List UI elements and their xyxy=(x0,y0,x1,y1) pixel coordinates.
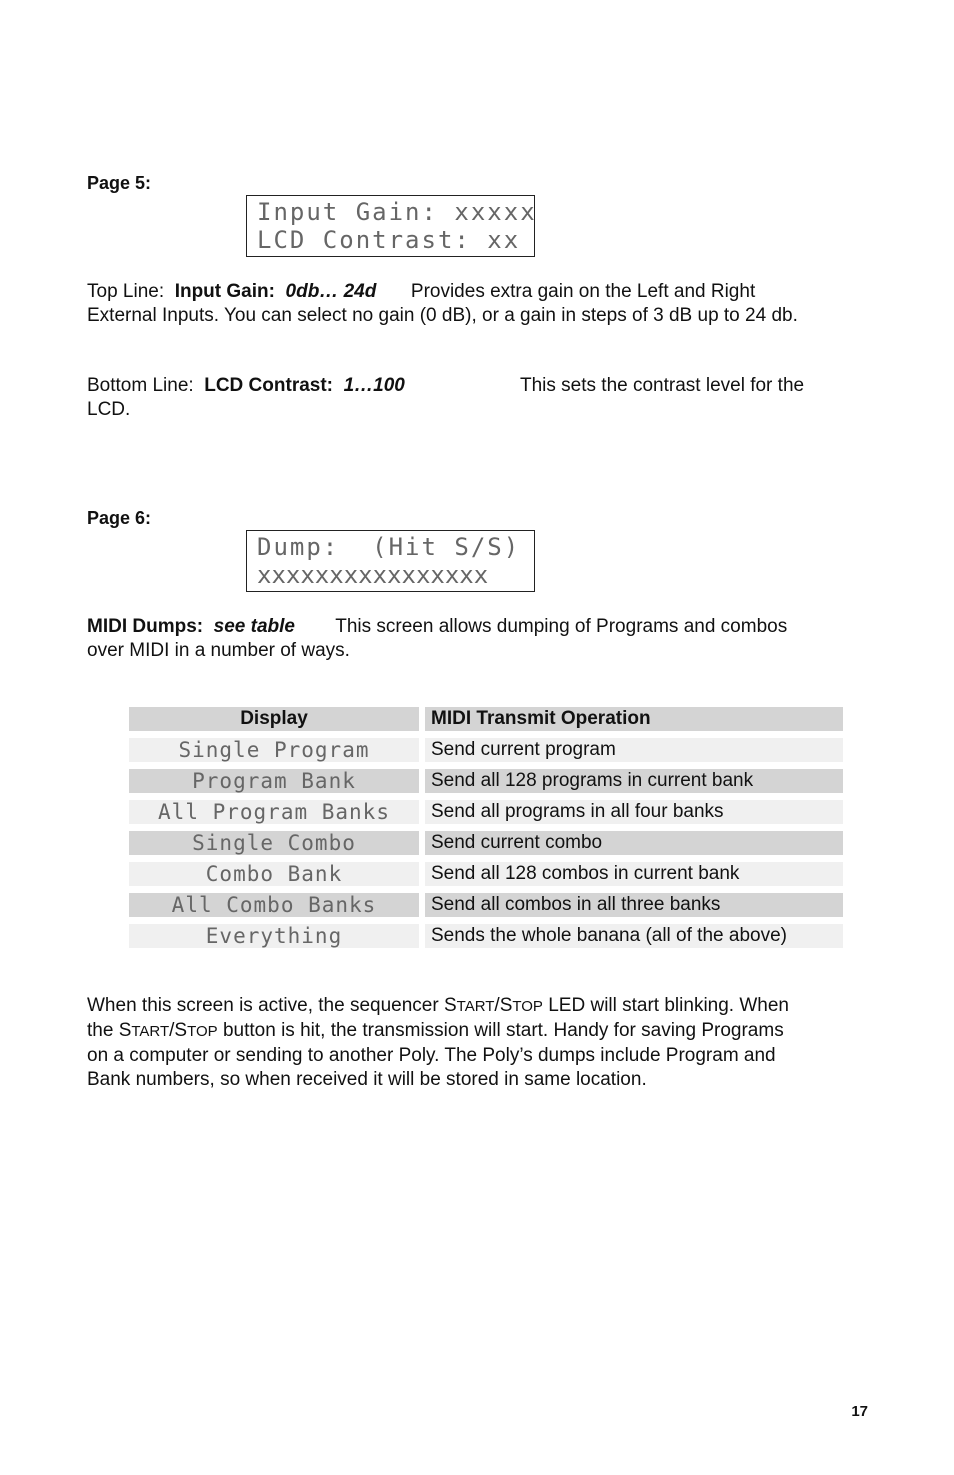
row-display: All Program Banks xyxy=(129,800,419,824)
table-row xyxy=(129,738,843,762)
row-operation: Send current program xyxy=(425,738,843,762)
row-display: Program Bank xyxy=(129,769,419,793)
closing-line2-c: /S xyxy=(169,1020,188,1041)
table-header-row xyxy=(129,707,843,731)
row-display: Everything xyxy=(129,924,419,948)
table-row xyxy=(129,862,843,886)
closing-line2-b: TART xyxy=(131,1023,170,1040)
midi-dumps-range: see table xyxy=(213,616,295,637)
closing-line1-b: TART xyxy=(456,998,495,1015)
bottom-line-description xyxy=(87,374,877,422)
page-number: 17 xyxy=(851,1403,868,1420)
top-line-prefix: Top Line: xyxy=(87,281,165,302)
row-display: Single Combo xyxy=(129,831,419,855)
midi-dumps-param: MIDI Dumps: xyxy=(87,616,204,637)
row-operation: Send current combo xyxy=(425,831,843,855)
closing-line2-d: TOP xyxy=(187,1023,218,1040)
bottom-line-prefix: Bottom Line: xyxy=(87,375,194,396)
top-line-param: Input Gain: xyxy=(174,281,275,302)
midi-dumps-desc-1: This screen allows dumping of Programs and combos xyxy=(335,616,788,637)
bottom-line-range: 1…100 xyxy=(343,375,405,396)
row-operation: Sends the whole banana (all of the above) xyxy=(425,924,843,948)
header-operation: MIDI Transmit Operation xyxy=(425,707,843,731)
page6-lcd-display xyxy=(246,530,535,592)
page6-lcd-line1: Dump: (Hit S/S) xyxy=(257,533,521,561)
table-row xyxy=(129,893,843,917)
row-display: All Combo Banks xyxy=(129,893,419,917)
top-line-range: 0db… 24d xyxy=(285,281,377,302)
bottom-line-desc-2: LCD. xyxy=(87,399,131,420)
table-row xyxy=(129,831,843,855)
midi-dumps-desc-2: over MIDI in a number of ways. xyxy=(87,640,350,661)
top-line-description xyxy=(87,280,877,328)
closing-line1-e: LED will start blinking. When xyxy=(542,995,789,1016)
closing-line1-a: When this screen is active, the sequencer S xyxy=(87,995,457,1016)
closing-line4: Bank numbers, so when received it will be stored in same location. xyxy=(87,1069,647,1090)
page6-heading: Page 6: xyxy=(87,508,152,528)
page5-lcd-line1: Input Gain: xxxxx xyxy=(257,198,537,226)
bottom-line-desc-1: This sets the contrast level for the xyxy=(520,375,805,396)
row-display: Single Program xyxy=(129,738,419,762)
row-display: Combo Bank xyxy=(129,862,419,886)
midi-dumps-description xyxy=(87,615,877,663)
page5-heading: Page 5: xyxy=(87,173,152,193)
page5-lcd-display xyxy=(246,195,535,257)
closing-line1-c: /S xyxy=(494,995,513,1016)
table-row xyxy=(129,924,843,948)
row-operation: Send all programs in all four banks xyxy=(425,800,843,824)
closing-paragraph xyxy=(87,994,877,1092)
top-line-desc-2: External Inputs. You can select no gain (0 dB), or a gain in steps of 3 dB up to 24 db. xyxy=(87,305,798,326)
table-row xyxy=(129,800,843,824)
header-display: Display xyxy=(129,707,419,731)
row-operation: Send all 128 combos in current bank xyxy=(425,862,843,886)
closing-line3: on a computer or sending to another Poly. The Poly’s dumps include Program and xyxy=(87,1045,776,1066)
row-operation: Send all combos in all three banks xyxy=(425,893,843,917)
closing-line1-d: TOP xyxy=(512,998,543,1015)
bottom-line-param: LCD Contrast: xyxy=(204,375,334,396)
table-row xyxy=(129,769,843,793)
row-operation: Send all 128 programs in current bank xyxy=(425,769,843,793)
midi-transmit-table xyxy=(129,700,843,955)
page6-lcd-line2: xxxxxxxxxxxxxxxx xyxy=(257,561,489,589)
closing-line2-e: button is hit, the transmission will start. Handy for saving Programs xyxy=(217,1020,784,1041)
page5-lcd-line2: LCD Contrast: xx xyxy=(257,226,521,254)
top-line-desc-1: Provides extra gain on the Left and Right xyxy=(410,281,756,302)
closing-line2-a: the S xyxy=(87,1020,132,1041)
